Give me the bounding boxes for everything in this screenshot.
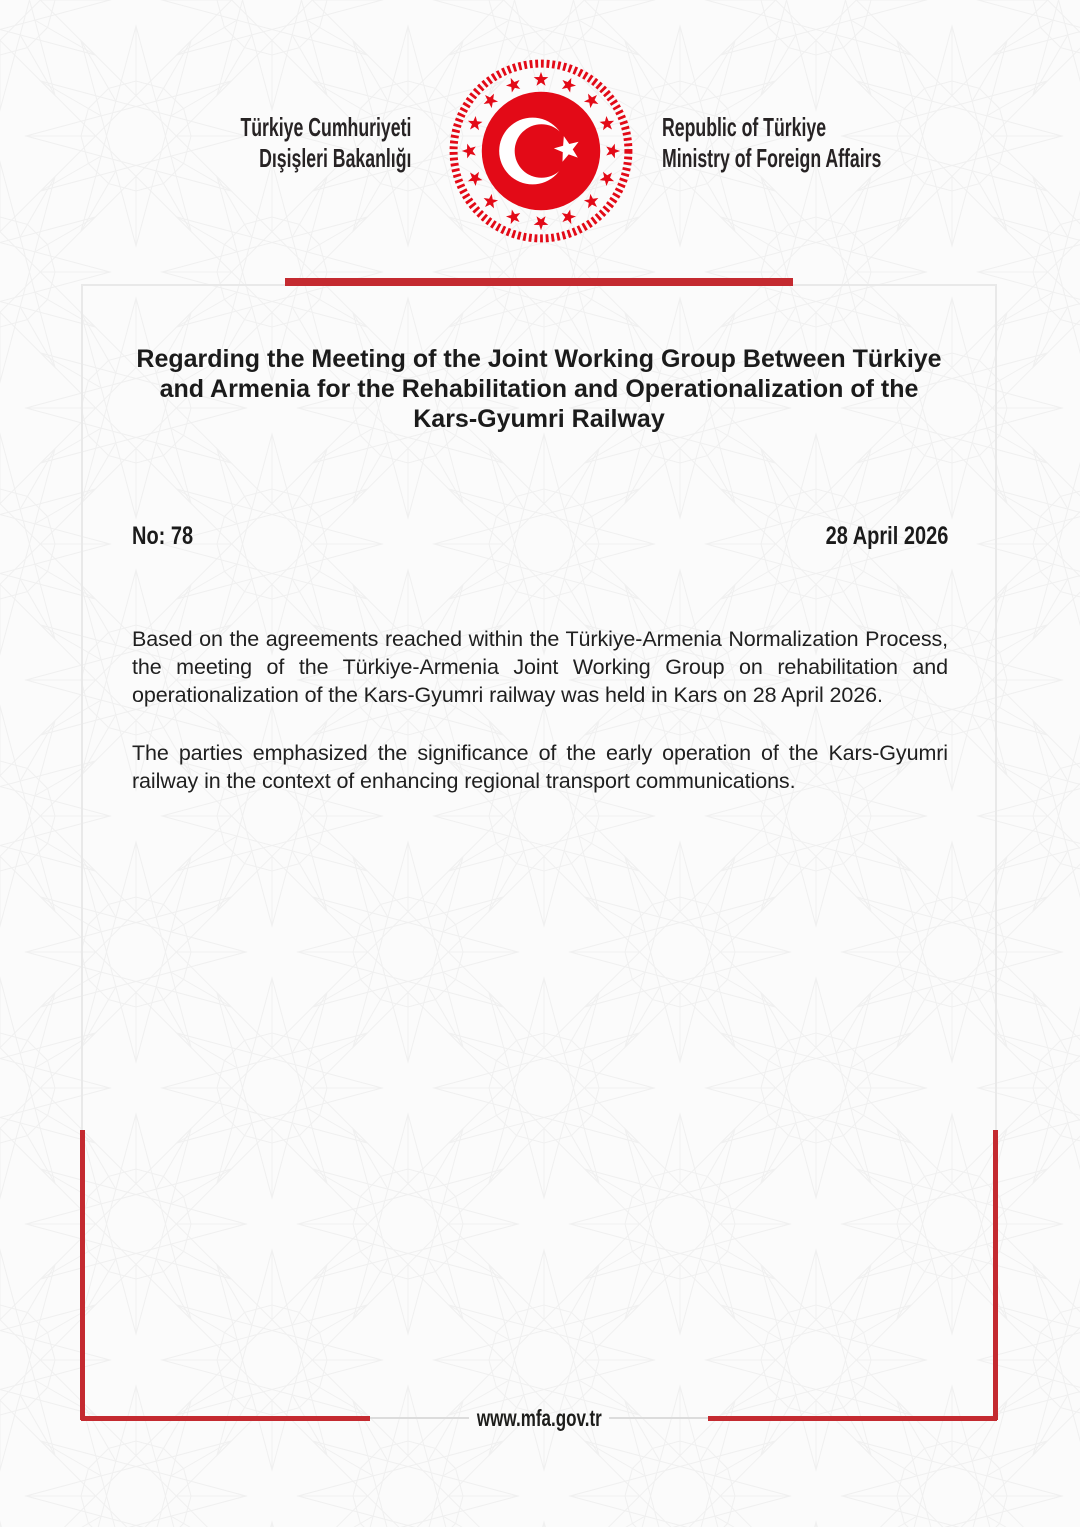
right-corner-bracket <box>993 1130 998 1420</box>
footer-rule-gray-left <box>370 1417 469 1419</box>
release-meta-row <box>132 521 948 551</box>
release-number: No: 78 <box>132 522 194 550</box>
title-line: Kars-Gyumri Railway <box>413 405 665 433</box>
footer-rule-red-left <box>81 1416 370 1421</box>
press-release-title <box>83 344 995 434</box>
ministry-name-english-line2: Ministry of Foreign Affairs <box>662 143 882 173</box>
footer-rule <box>81 1405 997 1431</box>
footer-rule-red-right <box>708 1416 997 1421</box>
footer-website: www.mfa.gov.tr <box>476 1404 602 1431</box>
body-paragraph-1: Based on the agreements reached within the Türkiye-Armenia Normalization Process, the meeting of the Türkiye-Armenia Joint Working Group on rehabilitation and operationalization of the Kars-Gyumri railway was held in Kars on 28 April 2026. <box>132 627 948 707</box>
ministry-name-english-line1: Republic of Türkiye <box>662 112 827 142</box>
ministry-name-turkish-line2: Dışişleri Bakanlığı <box>258 143 411 173</box>
release-date: 28 April 2026 <box>825 522 948 550</box>
body-paragraph-2: The parties emphasized the significance of the early operation of the Kars-Gyumri railway in the context of enhancing regional transport communications. <box>132 741 948 793</box>
top-accent-bar <box>285 278 793 286</box>
ministry-name-turkish-line1: Türkiye Cumhuriyeti <box>240 112 411 142</box>
mfa-crescent-star-emblem-icon <box>447 57 635 245</box>
ministry-name-turkish <box>240 112 411 174</box>
title-line: Regarding the Meeting of the Joint Working Group Between Türkiye <box>136 345 942 373</box>
ministry-name-english <box>662 112 881 174</box>
footer-rule-gray-right <box>609 1417 708 1419</box>
title-line: and Armenia for the Rehabilitation and Operationalization of the <box>159 375 919 403</box>
content-frame <box>81 284 997 1431</box>
left-corner-bracket <box>80 1130 85 1420</box>
letterhead <box>0 0 1080 260</box>
